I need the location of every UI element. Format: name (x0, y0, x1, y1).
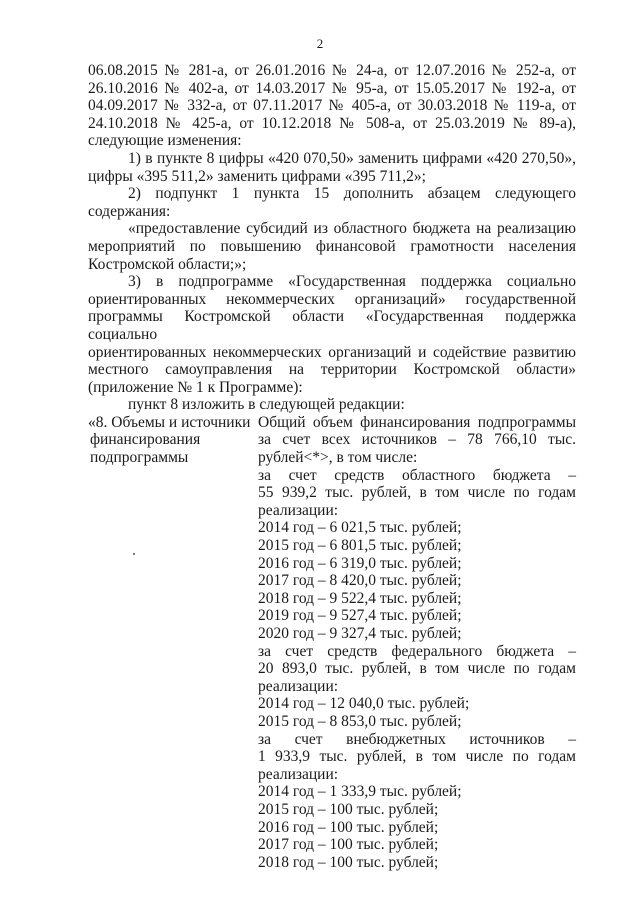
text-line: «8. Объемы и источники (88, 413, 251, 431)
text-line: 55 939,2 тыс. рублей, в том числе по годам (258, 484, 576, 502)
text-line: Костромской области;»; (88, 255, 247, 273)
year-line: 2018 год – 9 522,4 тыс. рублей; (258, 589, 462, 607)
amendment-item-2 (88, 185, 576, 273)
scan-speck (133, 553, 135, 555)
funding-table-values (258, 414, 576, 871)
text-line: 1) в пункте 8 цифры «420 070,50» заменить цифрами «420 270,50», (128, 149, 576, 167)
text-line: за счет всех источников – 78 766,10 тыс. (258, 431, 576, 449)
intro-paragraph (88, 62, 576, 150)
text-line: 06.08.2015 № 281-а, от 26.01.2016 № 24-а, от 12.07.2016 № 252-а, от (88, 62, 576, 79)
page-number: 2 (316, 36, 324, 51)
text-line: подпрограммы (90, 449, 189, 467)
text-line: программы Костромской области «Государственная поддержка социально (88, 308, 576, 343)
text-line: 26.10.2016 № 402-а, от 14.03.2017 № 95-а, от 15.05.2017 № 192-а, от (88, 79, 576, 97)
year-line: 2016 год – 6 319,0 тыс. рублей; (258, 554, 462, 572)
year-line: 2014 год – 1 333,9 тыс. рублей; (258, 783, 462, 801)
text-line: местного самоуправления на территории Костромской области» (88, 361, 576, 379)
document-body (88, 62, 576, 871)
text-line: 04.09.2017 № 332-а, от 07.11.2017 № 405-а, от 30.03.2018 № 119-а, от (88, 97, 576, 115)
text-line: за счет внебюджетных источников – (258, 730, 576, 748)
text-line: 3) в подпрограмме «Государственная поддержка социально (128, 273, 576, 291)
text-line: 20 893,0 тыс. рублей, в том числе по годам (258, 660, 576, 678)
text-line: финансирования (90, 431, 201, 449)
year-line: 2019 год – 9 527,4 тыс. рублей; (258, 607, 462, 625)
text-line: ориентированных некоммерческих организаций» государственной (88, 290, 576, 308)
funding-table-label (88, 414, 258, 871)
extrabudgetary-funding (258, 731, 576, 872)
year-line: 2017 год – 8 420,0 тыс. рублей; (258, 572, 462, 590)
text-line: «предоставление субсидий из областного бюджета на реализацию (128, 220, 576, 238)
year-line: 2016 год – 100 тыс. рублей; (258, 818, 439, 836)
amendment-item-3 (88, 273, 576, 414)
year-line: 2018 год – 100 тыс. рублей; (258, 853, 439, 871)
text-line: за счет средств областного бюджета – (258, 466, 576, 484)
amendment-item-1 (88, 150, 576, 185)
text-line: реализации: (258, 677, 339, 695)
year-line: 2015 год – 100 тыс. рублей; (258, 800, 439, 818)
total-funding (258, 414, 576, 467)
text-line: рублей<*>, в том числе: (258, 449, 418, 467)
regional-budget-funding (258, 467, 576, 643)
federal-budget-funding (258, 643, 576, 731)
text-line: 1 933,9 тыс. рублей, в том числе по годам (258, 748, 576, 766)
text-line: мероприятий по повышению финансовой грамотности населения (88, 237, 576, 255)
year-line: 2015 год – 8 853,0 тыс. рублей; (258, 712, 462, 730)
text-line: пункт 8 изложить в следующей редакции: (128, 396, 405, 414)
text-line: 2) подпункт 1 пункта 15 дополнить абзацем следующего содержания: (88, 185, 576, 220)
year-line: 2020 год – 9 327,4 тыс. рублей; (258, 625, 462, 642)
text-line: (приложение № 1 к Программе): (88, 378, 303, 396)
text-line: 24.10.2018 № 425-а, от 10.12.2018 № 508-а, от 25.03.2019 № 89-а), (88, 114, 576, 132)
funding-table (88, 414, 576, 871)
year-line: 2017 год – 100 тыс. рублей; (258, 836, 439, 854)
text-line: реализации: (258, 765, 339, 783)
year-line: 2014 год – 12 040,0 тыс. рублей; (258, 695, 470, 713)
text-line: реализации: (258, 501, 339, 519)
text-line: цифры «395 511,2» заменить цифрами «395 711,2»; (88, 167, 426, 185)
text-line: ориентированных некоммерческих организаций и содействие развитию (88, 343, 576, 361)
text-line: следующие изменения: (88, 132, 242, 150)
year-line: 2015 год – 6 801,5 тыс. рублей; (258, 537, 462, 555)
text-line: за счет средств федерального бюджета – (258, 642, 576, 660)
text-line: Общий объем финансирования подпрограммы (258, 413, 576, 431)
year-line: 2014 год – 6 021,5 тыс. рублей; (258, 519, 462, 537)
